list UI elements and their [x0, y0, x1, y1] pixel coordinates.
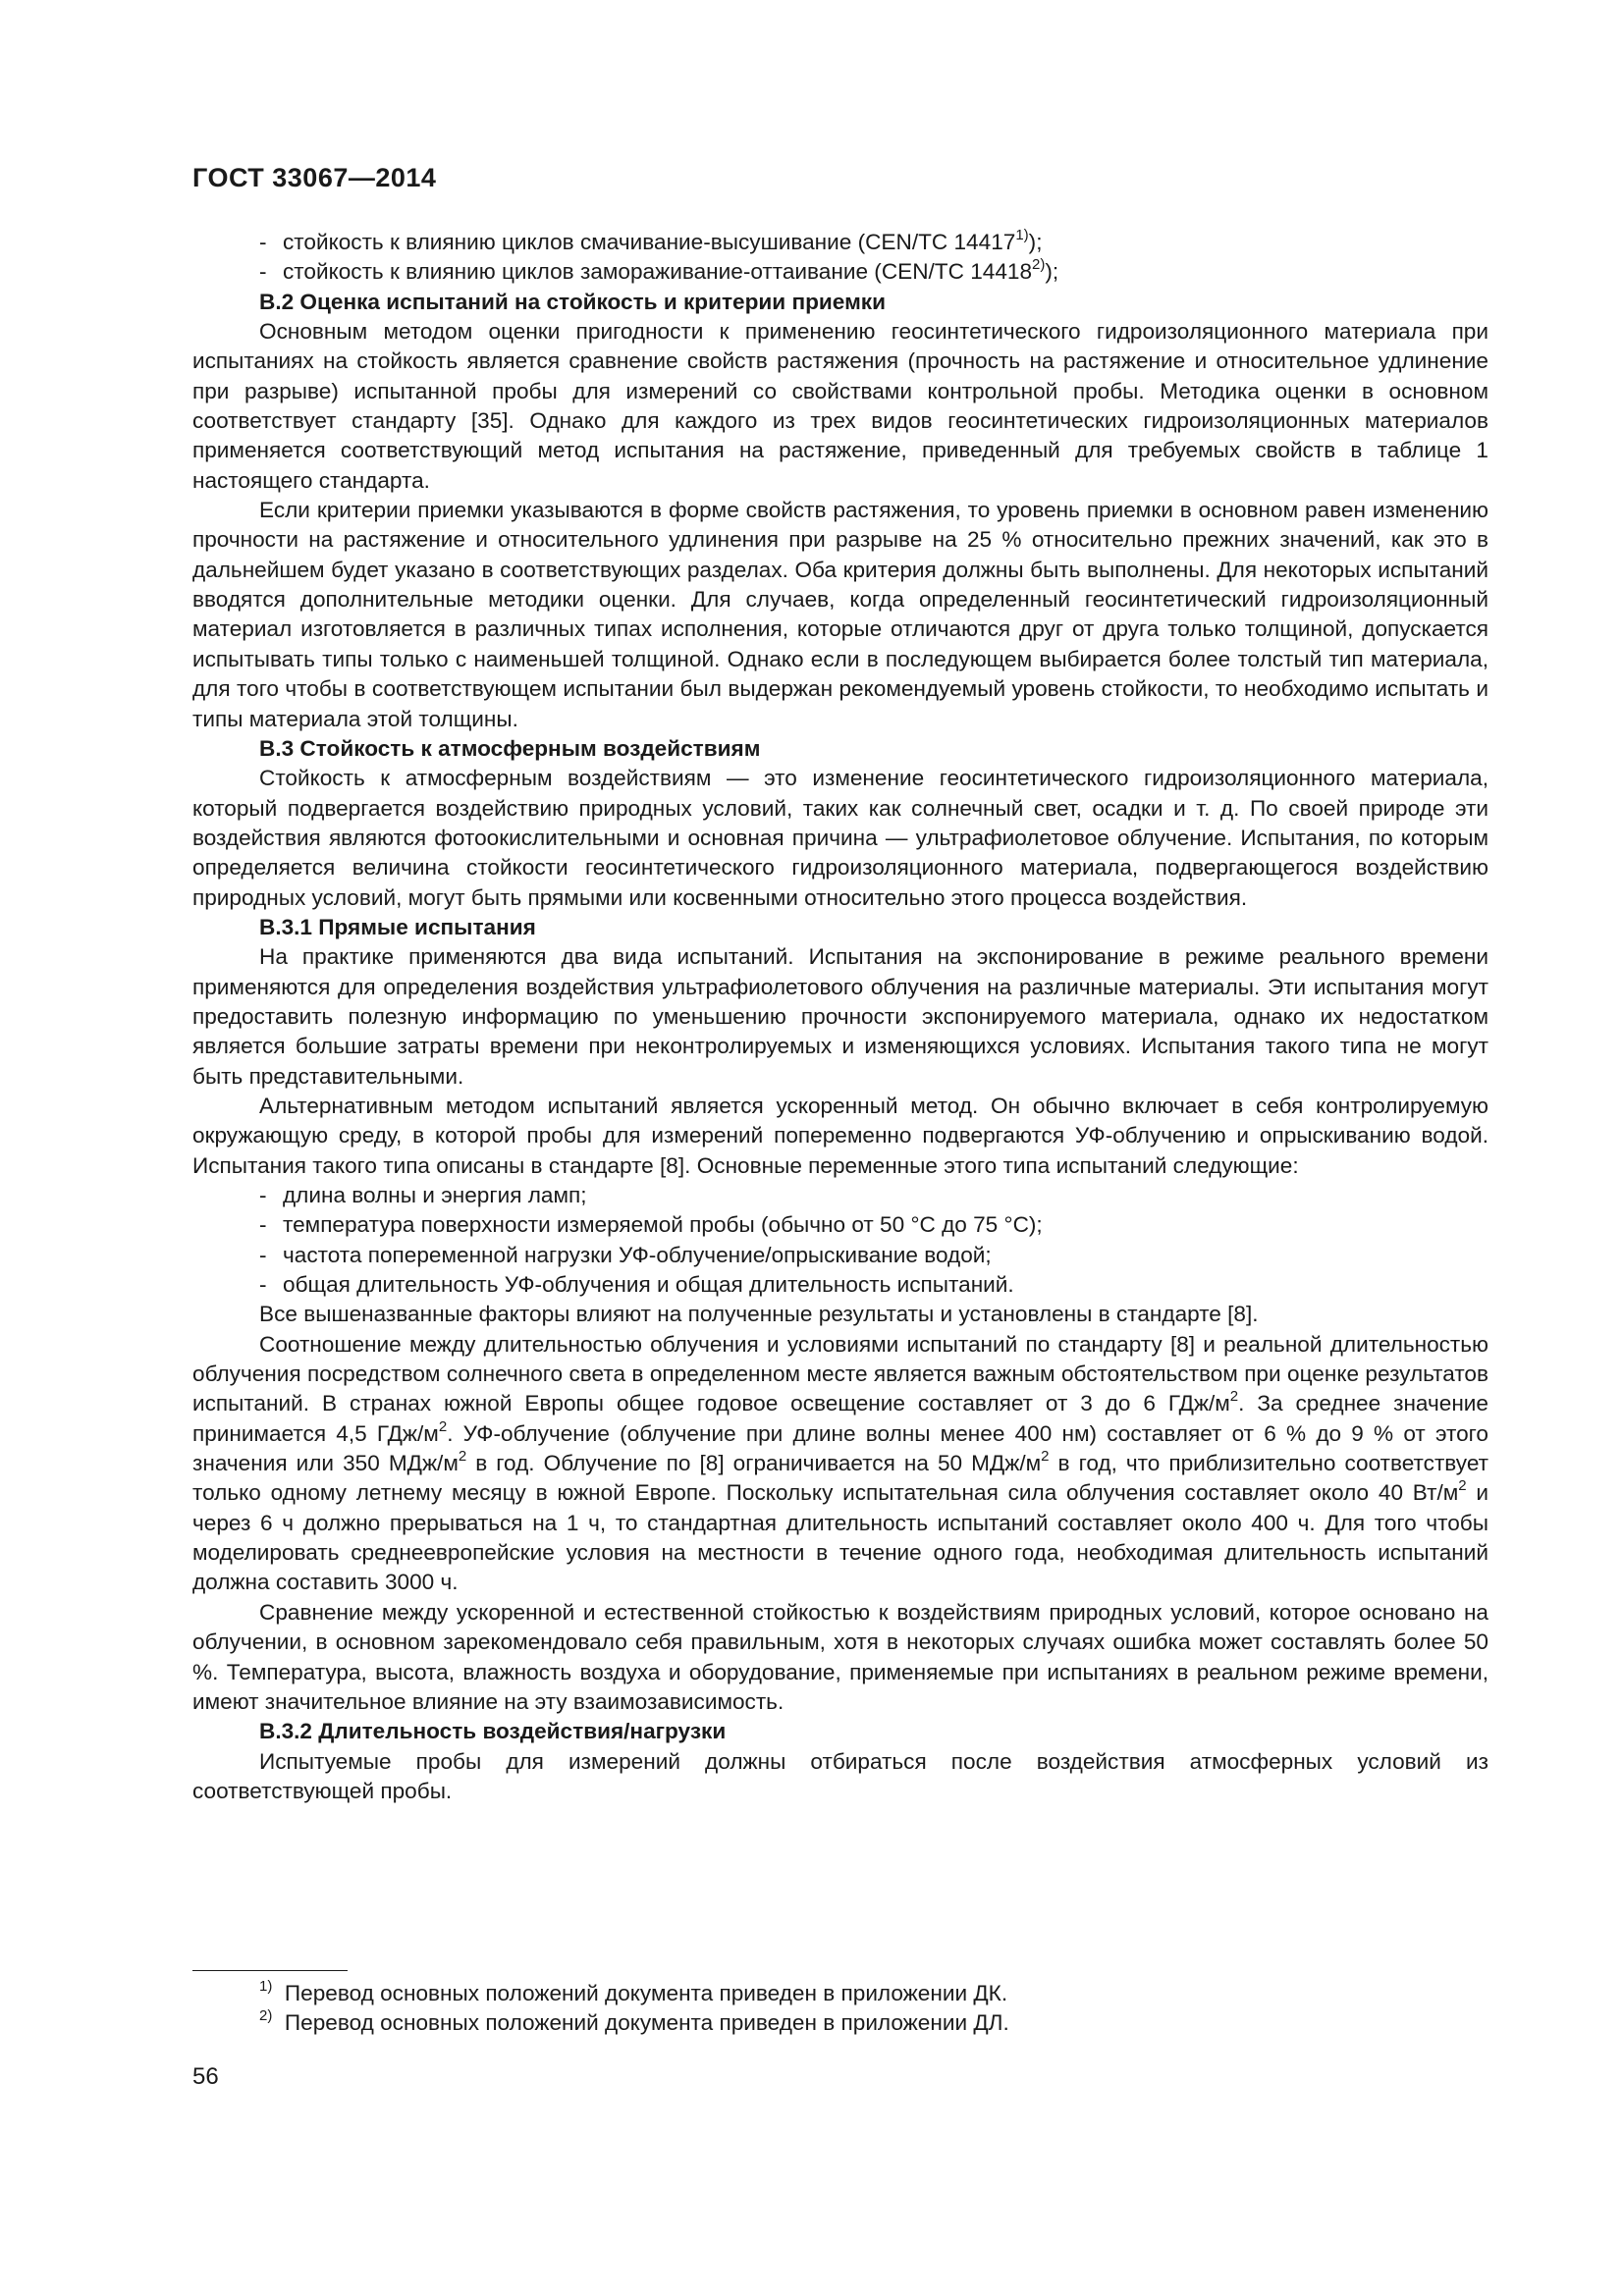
- document-header: ГОСТ 33067—2014: [192, 163, 437, 192]
- section-heading-b3: В.3 Стойкость к атмосферным воздействиям: [259, 735, 761, 761]
- paragraph: Если критерии приемки указываются в форме свойств растяжения, то уровень приемки в основном равен изменению прочности на растяжение и относительного удлинения при разрыве на 25 % относительно прежних значений, как это в дальнейшем будет указано в соответствующих разделах. Оба критерия должны быть выполнены. Для некоторых испытаний вводятся дополнительные методики оценки. Для случаев, когда определенный геосинтетический гидроизоляционный материал изготовляется в различных типах исполнения, которые отличаются друг от друга только толщиной, допускается испытывать типы только с наименьшей толщиной. Однако если в последующем выбирается более толстый тип материала, для того чтобы в соответствующем испытании был выдержан рекомендуемый уровень стойкости, то необходимо испытать и типы материала этой толщины.: [192, 498, 1488, 731]
- footnote-text: Перевод основных положений документа приведен в приложении ДЛ.: [284, 2010, 1009, 2036]
- paragraph: На практике применяются два вида испытаний. Испытания на экспонирование в режиме реального времени применяются для определения воздействия ультрафиолетового облучения на различные материалы. Эти испытания могут предоставить полезную информацию по уменьшению прочности экспонируемого материала, однако их недостатком является большие затраты времени при неконтролируемых и изменяющихся условиях. Испытания такого типа не могут быть представительными.: [192, 944, 1488, 1089]
- superscript: 2: [1458, 1477, 1467, 1495]
- superscript: 2: [438, 1417, 448, 1435]
- list-item: [192, 1270, 1488, 1300]
- paragraph-part: в год, что приблизительно соответствует только одному летнему месяцу в южной Европе. Поскольку испытательная сила облучения составляет около 40 Вт/м: [192, 1451, 1489, 1506]
- list-item-text: частота попеременной нагрузки УФ-облучение/опрыскивание водой;: [283, 1242, 992, 1267]
- paragraph-part: в год. Облучение по [8] ограничивается на 50 МДж/м: [466, 1451, 1042, 1476]
- list-dash: -: [259, 230, 267, 254]
- paragraph: Альтернативным методом испытаний является ускоренный метод. Он обычно включает в себя контролируемую окружающую среду, в которой пробы для измерений попеременно подвергаются УФ-облучению и опрыскиванию водой. Испытания такого типа описаны в стандарте [8]. Основные переменные этого типа испытаний следующие:: [192, 1093, 1488, 1178]
- superscript: 2: [1229, 1388, 1239, 1406]
- list-item-text: температура поверхности измеряемой пробы (обычно от 50 °C до 75 °C);: [283, 1212, 1043, 1238]
- section-heading-b2: В.2 Оценка испытаний на стойкость и критерии приемки: [259, 289, 886, 314]
- document-body: [192, 228, 1488, 1806]
- list-dash: -: [259, 1183, 267, 1207]
- paragraph: Испытуемые пробы для измерений должны отбираться после воздействия атмосферных условий из соответствующей пробы.: [192, 1748, 1488, 1803]
- paragraph: Основным методом оценки пригодности к применению геосинтетического гидроизоляционного материала при испытаниях на стойкость является сравнение свойств растяжения (прочность на растяжение и относительное удлинение при разрыве) испытанной пробы для измерений со свойствами контрольной пробы. Методика оценки в основном соответствует стандарту [35]. Однако для каждого из трех видов геосинтетических гидроизоляционных материалов применяется соответствующий метод испытания на растяжение, приведенный для требуемых свойств в таблице 1 настоящего стандарта.: [192, 319, 1488, 493]
- footnote-mark: 1): [259, 1978, 273, 1995]
- superscript: 2: [458, 1448, 467, 1466]
- footnote-text: Перевод основных положений документа приведен в приложении ДК.: [284, 1981, 1008, 2005]
- section-heading-b31: В.3.1 Прямые испытания: [259, 914, 536, 939]
- paragraph: Все вышеназванные факторы влияют на полученные результаты и установлены в стандарте [8].: [259, 1302, 1259, 1327]
- paragraph: Сравнение между ускоренной и естественной стойкостью к воздействиям природных условий, которое основано на облучении, в основном зарекомендовало себя правильным, хотя в некоторых случаях ошибка может составлять более 50 %. Температура, высота, влажность воздуха и оборудование, применяемые при испытаниях в реальном режиме времени, имеют значительное влияние на эту взаимозависимость.: [192, 1599, 1488, 1714]
- paragraph: [192, 1330, 1488, 1598]
- list-dash: -: [259, 1242, 267, 1267]
- paragraph-part: и через 6 ч должно прерываться на 1 ч, то стандартная длительность испытаний составляет около 400 ч. Для того чтобы моделировать среднеевропейские условия на местности в течение одного года, необходимая длительность испытаний должна составить 3000 ч.: [192, 1480, 1488, 1595]
- list-item: [192, 1210, 1488, 1240]
- list-item: [192, 228, 1488, 257]
- list-item: [192, 257, 1488, 287]
- footnote-mark: 2): [259, 2007, 273, 2025]
- list-dash: -: [259, 1212, 267, 1238]
- list-item-text: стойкость к влиянию циклов смачивание-высушивание (CEN/TC 14417: [283, 230, 1016, 254]
- footnote: [259, 2008, 1009, 2038]
- list-item-tail: );: [1028, 230, 1043, 254]
- paragraph-part: Соотношение между длительностью облучения и условиями испытаний по стандарту [8] и реальной длительностью облучения посредством солнечного света в определенном месте является важным обстоятельством при оценке результатов испытаний. В странах южной Европы общее годовое освещение составляет от 3 до 6 ГДж/м: [192, 1331, 1488, 1416]
- footnote-ref: 2): [1032, 256, 1046, 274]
- footnotes: [259, 1979, 1009, 2039]
- list-item-tail: );: [1045, 259, 1059, 285]
- page-number: 56: [192, 2063, 219, 2090]
- paragraph-part: . УФ-облучение (облучение при длине волны менее 400 нм) составляет от 6 % до 9 % от этого значения или 350 МДж/м: [192, 1420, 1488, 1476]
- list-item-text: общая длительность УФ-облучения и общая длительность испытаний.: [283, 1272, 1014, 1298]
- list-dash: -: [259, 259, 267, 285]
- list-item-text: стойкость к влиянию циклов замораживание-оттаивание (CEN/TC 14418: [283, 259, 1033, 285]
- list-item-text: длина волны и энергия ламп;: [283, 1183, 587, 1207]
- footnote-ref: 1): [1015, 227, 1029, 243]
- superscript: 2: [1041, 1448, 1050, 1466]
- footnote-divider: [192, 1970, 348, 1971]
- list-dash: -: [259, 1272, 267, 1298]
- paragraph: Стойкость к атмосферным воздействиям — это изменение геосинтетического гидроизоляционного материала, который подвергается воздействию природных условий, таких как солнечный свет, осадки и т. д. По своей природе эти воздействия являются фотоокислительными и основная причина — ультрафиолетовое облучение. Испытания, по которым определяется величина стойкости геосинтетического гидроизоляционного материала, подвергающегося воздействию природных условий, могут быть прямыми или косвенными относительно этого процесса воздействия.: [192, 766, 1488, 910]
- list-item: [192, 1241, 1488, 1270]
- footnote: [259, 1979, 1009, 2008]
- paragraph-part: . За среднее значение принимается 4,5 ГДж/м: [192, 1391, 1488, 1446]
- section-heading-b32: В.3.2 Длительность воздействия/нагрузки: [259, 1719, 727, 1744]
- list-item: [192, 1181, 1488, 1210]
